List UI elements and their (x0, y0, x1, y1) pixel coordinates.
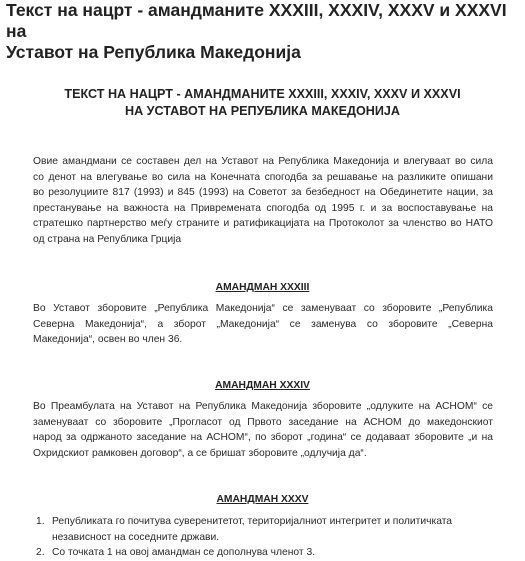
page-title (6, 0, 518, 63)
intro-line: од страна на Република Грција (33, 233, 182, 245)
intro-line: Овие амандмани се составен дел на Уставот на Република Македонија и влегуваат во сила (33, 156, 493, 167)
amendment-34-line: заменуваат со зборовите „Прогласот од Првото заседание на АСНОМ до македонскиот (33, 416, 493, 428)
intro-line: стратешко партнерство меѓу страните и ратификацијата на Протоколот за членство во НАТО (33, 218, 493, 230)
list-item (36, 545, 496, 561)
list-item-line: Републиката го почитува суверенитетот, територијалниот интегритет и политичката (52, 516, 453, 527)
intro-line: во резолуциите 817 (1993) и 845 (1993) на Советот за безбедност на Обединетите нации, за (33, 187, 493, 199)
amendment-33-line: Македонија“, освен во член 36. (33, 334, 183, 346)
page-title-line-2: Уставот на Република Македонија (6, 42, 301, 62)
amendment-34-line: Охридскиот рамковен договор“, а се бришат зборовите „одлучија да“. (33, 447, 367, 459)
amendment-34-heading: АМАНДМАН XXXIV (215, 380, 310, 391)
list-item-number: 1. (36, 516, 45, 527)
amendment-33-heading: АМАНДМАН XXXIII (215, 282, 310, 293)
document-heading-line-2: НА УСТАВОТ НА РЕПУБЛИКА МАКЕДОНИЈА (124, 104, 401, 118)
amendment-33-text (33, 301, 493, 348)
intro-line: со денот на влегување во сила на Конечната спогодба за решавање на разликите опишани (33, 171, 493, 183)
list-item-number: 2. (36, 547, 45, 559)
list-item (36, 514, 496, 545)
amendment-33-line: Во Уставот зборовите „Република Македонија“ се заменуваат со зборовите „Република (33, 303, 493, 314)
amendment-34-text (33, 399, 493, 461)
page-title-line-1: Текст на нацрт - амандманите XXXIII, XXXIV, XXXV и XXXVI на (6, 0, 507, 41)
intro-line: престанување на важноста на Привремената спогодба од 1995 г. и за воспоставување на (33, 202, 493, 214)
list-item-line: независност на соседните држави. (52, 531, 220, 543)
document-heading-line-1: ТЕКСТ НА НАЦРТ - АМАНДМАНИТЕ XXXIII, XXXIV, XXXV И XXXVI (64, 87, 461, 101)
intro-paragraph (33, 154, 493, 248)
amendment-33-line: Северна Македонија“, а зборот „Македонија“ се заменува со зборовите „Северна (33, 318, 493, 330)
amendment-34-line: Во Преамбулата на Уставот на Република Македонија зборовите „одлуките на АСНОМ“ се (33, 401, 493, 412)
amendment-35-list (36, 514, 496, 561)
amendment-35-heading: АМАНДМАН XXXV (216, 494, 309, 505)
document-heading (10, 86, 515, 120)
amendment-34-line: народ за одржаното заседание на АСНОМ“, по зборот „година“ се додаваат зборовите „и на (33, 432, 493, 444)
list-item-line: Со точката 1 на овој амандман се дополнува членот 3. (52, 547, 316, 559)
